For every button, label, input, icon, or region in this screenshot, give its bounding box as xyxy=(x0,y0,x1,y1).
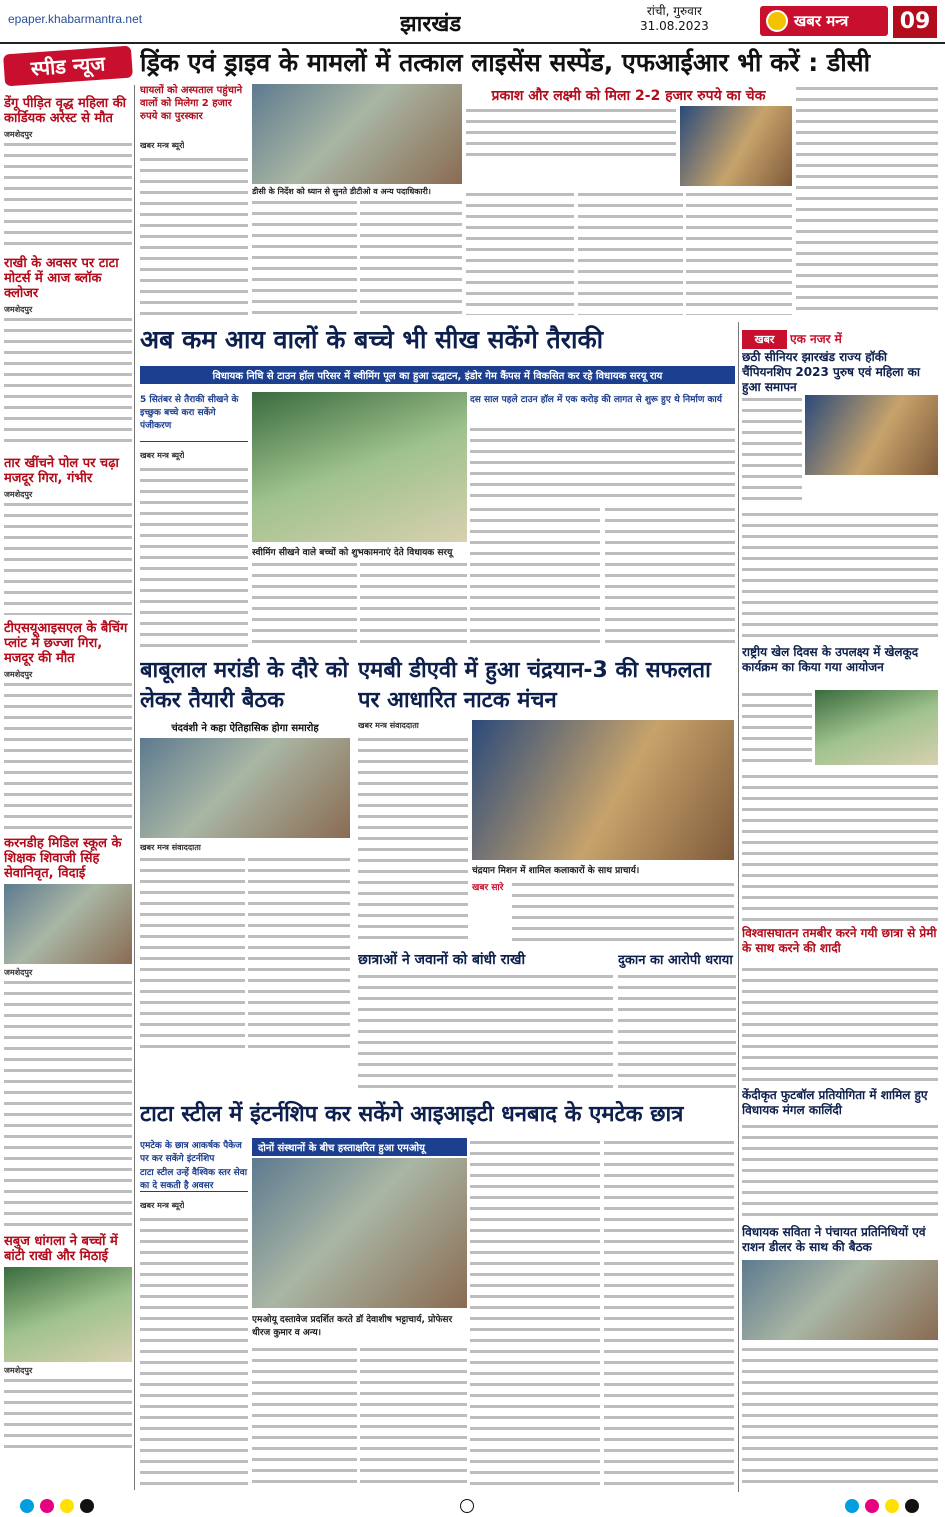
swim-subhead: विधायक निधि से टाउन हॉल परिसर में स्वीमिंग पूल का हुआ उद्घाटन, इंडोर गेम कैंपस में विकसित कर रहे विधायक सरयू राय xyxy=(140,366,735,384)
cheque-photo xyxy=(680,106,792,186)
sidebar-item[interactable] xyxy=(4,256,132,450)
article-body xyxy=(466,106,676,156)
article-body xyxy=(252,1345,357,1490)
date-city: रांची, गुरुवार xyxy=(646,4,702,18)
football-headline[interactable]: केंदीकृत फुटबॉल प्रतियोगिता में शामिल हुए विधायक मंगल कालिंदी xyxy=(742,1088,928,1117)
dc-meeting-photo xyxy=(252,84,462,184)
article-body xyxy=(512,880,734,945)
swim-sidebox: 5 सितंबर से तैराकी सीखने के इच्छुक बच्चे करा सकेंगे पंजीकरण xyxy=(140,392,248,442)
black-dot-icon xyxy=(80,1499,94,1513)
sidebar-headline: करनडीह मिडिल स्कूल के शिक्षक शिवाजी सिंह सेवानिवृत, विदाई xyxy=(4,836,122,881)
hockey-headline[interactable]: छठी सीनियर झारखंड राज्य हॉकी चैंपियनशिप 2023 पुरुष एवं महिला का हुआ समापन xyxy=(742,350,920,394)
byline: खबर मन्त्र ब्यूरो xyxy=(140,1201,185,1210)
page-number: 09 xyxy=(893,6,937,38)
article-body xyxy=(360,1345,467,1490)
article-body xyxy=(248,855,350,1055)
magenta-dot-icon xyxy=(40,1499,54,1513)
article-body xyxy=(358,972,613,1092)
tata-sidebox: एमटेक के छात्र आकर्षक पैकेज पर कर सकेंगे इंटर्नशिप xyxy=(140,1141,242,1164)
sidebar-place: जमशेदपुर xyxy=(4,670,33,679)
article-body xyxy=(466,190,574,315)
epaper-url[interactable]: epaper.khabarmantra.net xyxy=(8,12,143,26)
article-body xyxy=(140,155,248,315)
sidebar-body xyxy=(4,1376,132,1451)
black-dot-icon xyxy=(905,1499,919,1513)
swim-headline[interactable]: अब कम आय वालों के बच्चे भी सीख सकेंगे तैराकी xyxy=(140,325,604,354)
photo-caption: चंद्रयान मिशन में शामिल कलाकारों के साथ प्राचार्य। xyxy=(472,866,640,876)
column-divider xyxy=(134,85,135,1490)
sidebar-place: जमशेदपुर xyxy=(4,490,33,499)
sidebar-body xyxy=(4,500,132,615)
article-body xyxy=(578,190,683,315)
article-body xyxy=(360,560,467,650)
cheque-headline[interactable]: प्रकाश और लक्ष्मी को मिला 2-2 हजार रुपये का चेक xyxy=(491,88,766,104)
sidebar-item[interactable] xyxy=(4,1234,132,1451)
yellow-dot-icon xyxy=(60,1499,74,1513)
marandi-subhead: चंदवंशी ने कहा ऐतिहासिक होगा समारोह xyxy=(171,723,319,734)
sidebar-body xyxy=(4,978,132,1228)
swim-right-tag: दस साल पहले टाउन हॉल में एक करोड़ की लागत से शुरू हुए थे निर्माण कार्य xyxy=(470,395,722,405)
masthead xyxy=(0,0,945,44)
student-headline[interactable]: विश्वासघातन तमबीर करने गयी छात्रा से प्रेमी के साथ करने की शादी xyxy=(742,926,937,955)
section-title: झारखंड xyxy=(400,12,462,37)
marandi-meeting-photo xyxy=(140,738,350,838)
article-body xyxy=(140,465,248,650)
sports-day-photo xyxy=(815,690,938,765)
sidebar-headline: टीएसयूआइसएल के बैचिंग प्लांट में छज्जा गिरा, मजदूर की मौत xyxy=(4,621,128,666)
article-body xyxy=(140,855,245,1055)
byline: खबर मन्त्र ब्यूरो xyxy=(140,451,185,460)
dateline xyxy=(640,4,709,34)
byline: खबर मन्त्र ब्यूरो xyxy=(140,141,185,150)
article-body xyxy=(140,1215,248,1490)
article-body xyxy=(470,505,600,650)
column-divider xyxy=(738,322,739,1492)
sidebar-item[interactable] xyxy=(4,456,132,615)
main-headline[interactable]: ड्रिंक एवं ड्राइव के मामलों में तत्काल लाइसेंस सस्पेंड, एफआईआर भी करें : डीसी xyxy=(140,48,871,77)
rakhi-photo xyxy=(4,1267,132,1362)
cyan-dot-icon xyxy=(20,1499,34,1513)
print-registration-marks xyxy=(0,1495,945,1517)
photo-caption: डीसी के निर्देश को ध्यान से सुनते डीटीओ व अन्य पदाधिकारी। xyxy=(252,187,431,196)
cyan-dot-icon xyxy=(845,1499,859,1513)
article-body xyxy=(470,1138,600,1490)
tata-sidebox-2: टाटा स्टील उन्हें वैश्विक स्तर सेवा का दे सकती है अवसर xyxy=(140,1165,248,1192)
sidebar-body xyxy=(4,315,132,450)
tata-bluebar: दोनों संस्थानों के बीच हस्ताक्षरित हुआ एमओयू xyxy=(252,1138,467,1156)
sidebar-place: जमशेदपुर xyxy=(4,305,33,314)
reward-subhead: घायलों को अस्पताल पहुंचाने वालों को मिलेगा 2 हजार रुपये का पुरस्कार xyxy=(140,85,243,122)
sidebar-headline: डेंगू पीड़ित वृद्ध महिला की कार्डियक अरेस्ट से मौत xyxy=(4,96,127,126)
sidebar-place: जमशेदपुर xyxy=(4,968,33,977)
article-body xyxy=(252,560,357,650)
tata-headline[interactable]: टाटा स्टील में इंटर्नशिप कर सकेंगे आइआइटी धनबाद के एमटेक छात्र xyxy=(140,1102,684,1127)
speed-news-logo: स्पीड न्यूज xyxy=(3,46,133,87)
news-tag: खबर सारे xyxy=(472,883,504,893)
brand-name: खबर मन्त्र xyxy=(760,6,888,36)
sidebar-headline: सबुज धांगला ने बच्चों में बांटी राखी और मिठाई xyxy=(4,1234,118,1264)
sidebar-body xyxy=(4,140,132,250)
article-body xyxy=(686,190,792,315)
article-body xyxy=(742,395,802,505)
yellow-dot-icon xyxy=(885,1499,899,1513)
article-body xyxy=(470,425,735,500)
magenta-dot-icon xyxy=(865,1499,879,1513)
photo-caption: स्वीमिंग सीखने वाले बच्चों को शुभकामनाएं देते विधायक सरयू xyxy=(252,548,453,558)
brand-logo-icon xyxy=(766,10,788,32)
sidebar-item[interactable] xyxy=(4,621,132,830)
dav-headline[interactable]: एमबी डीएवी में हुआ चंद्रयान-3 की सफलता पर आधारित नाटक मंचन xyxy=(358,658,711,713)
sidebar-news xyxy=(4,90,132,1510)
sidebar-item[interactable] xyxy=(4,836,132,1228)
swimming-pool-photo xyxy=(252,392,467,542)
byline: खबर मन्त्र संवाददाता xyxy=(358,721,419,730)
article-body xyxy=(742,772,938,922)
article-body xyxy=(742,690,812,770)
sports-day-headline[interactable]: राष्ट्रीय खेल दिवस के उपलक्ष्य में खेलकूद कार्यक्रम का किया गया आयोजन xyxy=(742,645,919,674)
ek-nazar-tag: एक नजर में xyxy=(790,332,842,346)
news-tag: खबर xyxy=(742,330,787,349)
article-body xyxy=(618,972,736,1092)
sidebar-headline: राखी के अवसर पर टाटा मोटर्स में आज ब्लॉक क्लोजर xyxy=(4,256,119,301)
accident-headline[interactable]: दुकान का आरोपी धराया xyxy=(618,953,733,968)
article-body xyxy=(742,510,938,640)
rakhi-headline[interactable]: छात्राओं ने जवानों को बांधी राखी xyxy=(358,952,526,968)
sidebar-item[interactable] xyxy=(4,96,132,250)
article-body xyxy=(252,198,357,315)
article-body xyxy=(796,84,938,316)
hockey-photo xyxy=(805,395,938,475)
marandi-headline[interactable]: बाबूलाल मरांडी के दौरे को लेकर तैयारी बैठक xyxy=(140,658,349,713)
teacher-photo xyxy=(4,884,132,964)
crosshair-icon xyxy=(460,1499,474,1513)
article-body xyxy=(742,1345,938,1490)
sidebar-place: जमशेदपुर xyxy=(4,1366,33,1375)
byline: खबर मन्त्र संवाददाता xyxy=(140,843,201,852)
date: 31.08.2023 xyxy=(640,19,709,33)
sidebar-place: जमशेदपुर xyxy=(4,130,33,139)
sidebar-headline: तार खींचने पोल पर चढ़ा मजदूर गिरा, गंभीर xyxy=(4,456,119,486)
article-body xyxy=(358,735,468,945)
dav-play-photo xyxy=(472,720,734,860)
ration-meeting-photo xyxy=(742,1260,938,1340)
article-body xyxy=(360,198,462,315)
article-body xyxy=(605,505,735,650)
article-body xyxy=(742,1122,938,1217)
article-body xyxy=(604,1138,734,1490)
sidebar-body xyxy=(4,680,132,830)
mou-photo xyxy=(252,1158,467,1308)
photo-caption: एमओयू दस्तावेज प्रदर्शित करते डॉ देवाशीष भट्टाचार्य, प्रोफेसर धीरज कुमार व अन्य। xyxy=(252,1315,453,1338)
ration-headline[interactable]: विधायक सविता ने पंचायत प्रतिनिधियों एवं राशन डीलर के साथ की बैठक xyxy=(742,1225,926,1254)
article-body xyxy=(742,965,938,1085)
